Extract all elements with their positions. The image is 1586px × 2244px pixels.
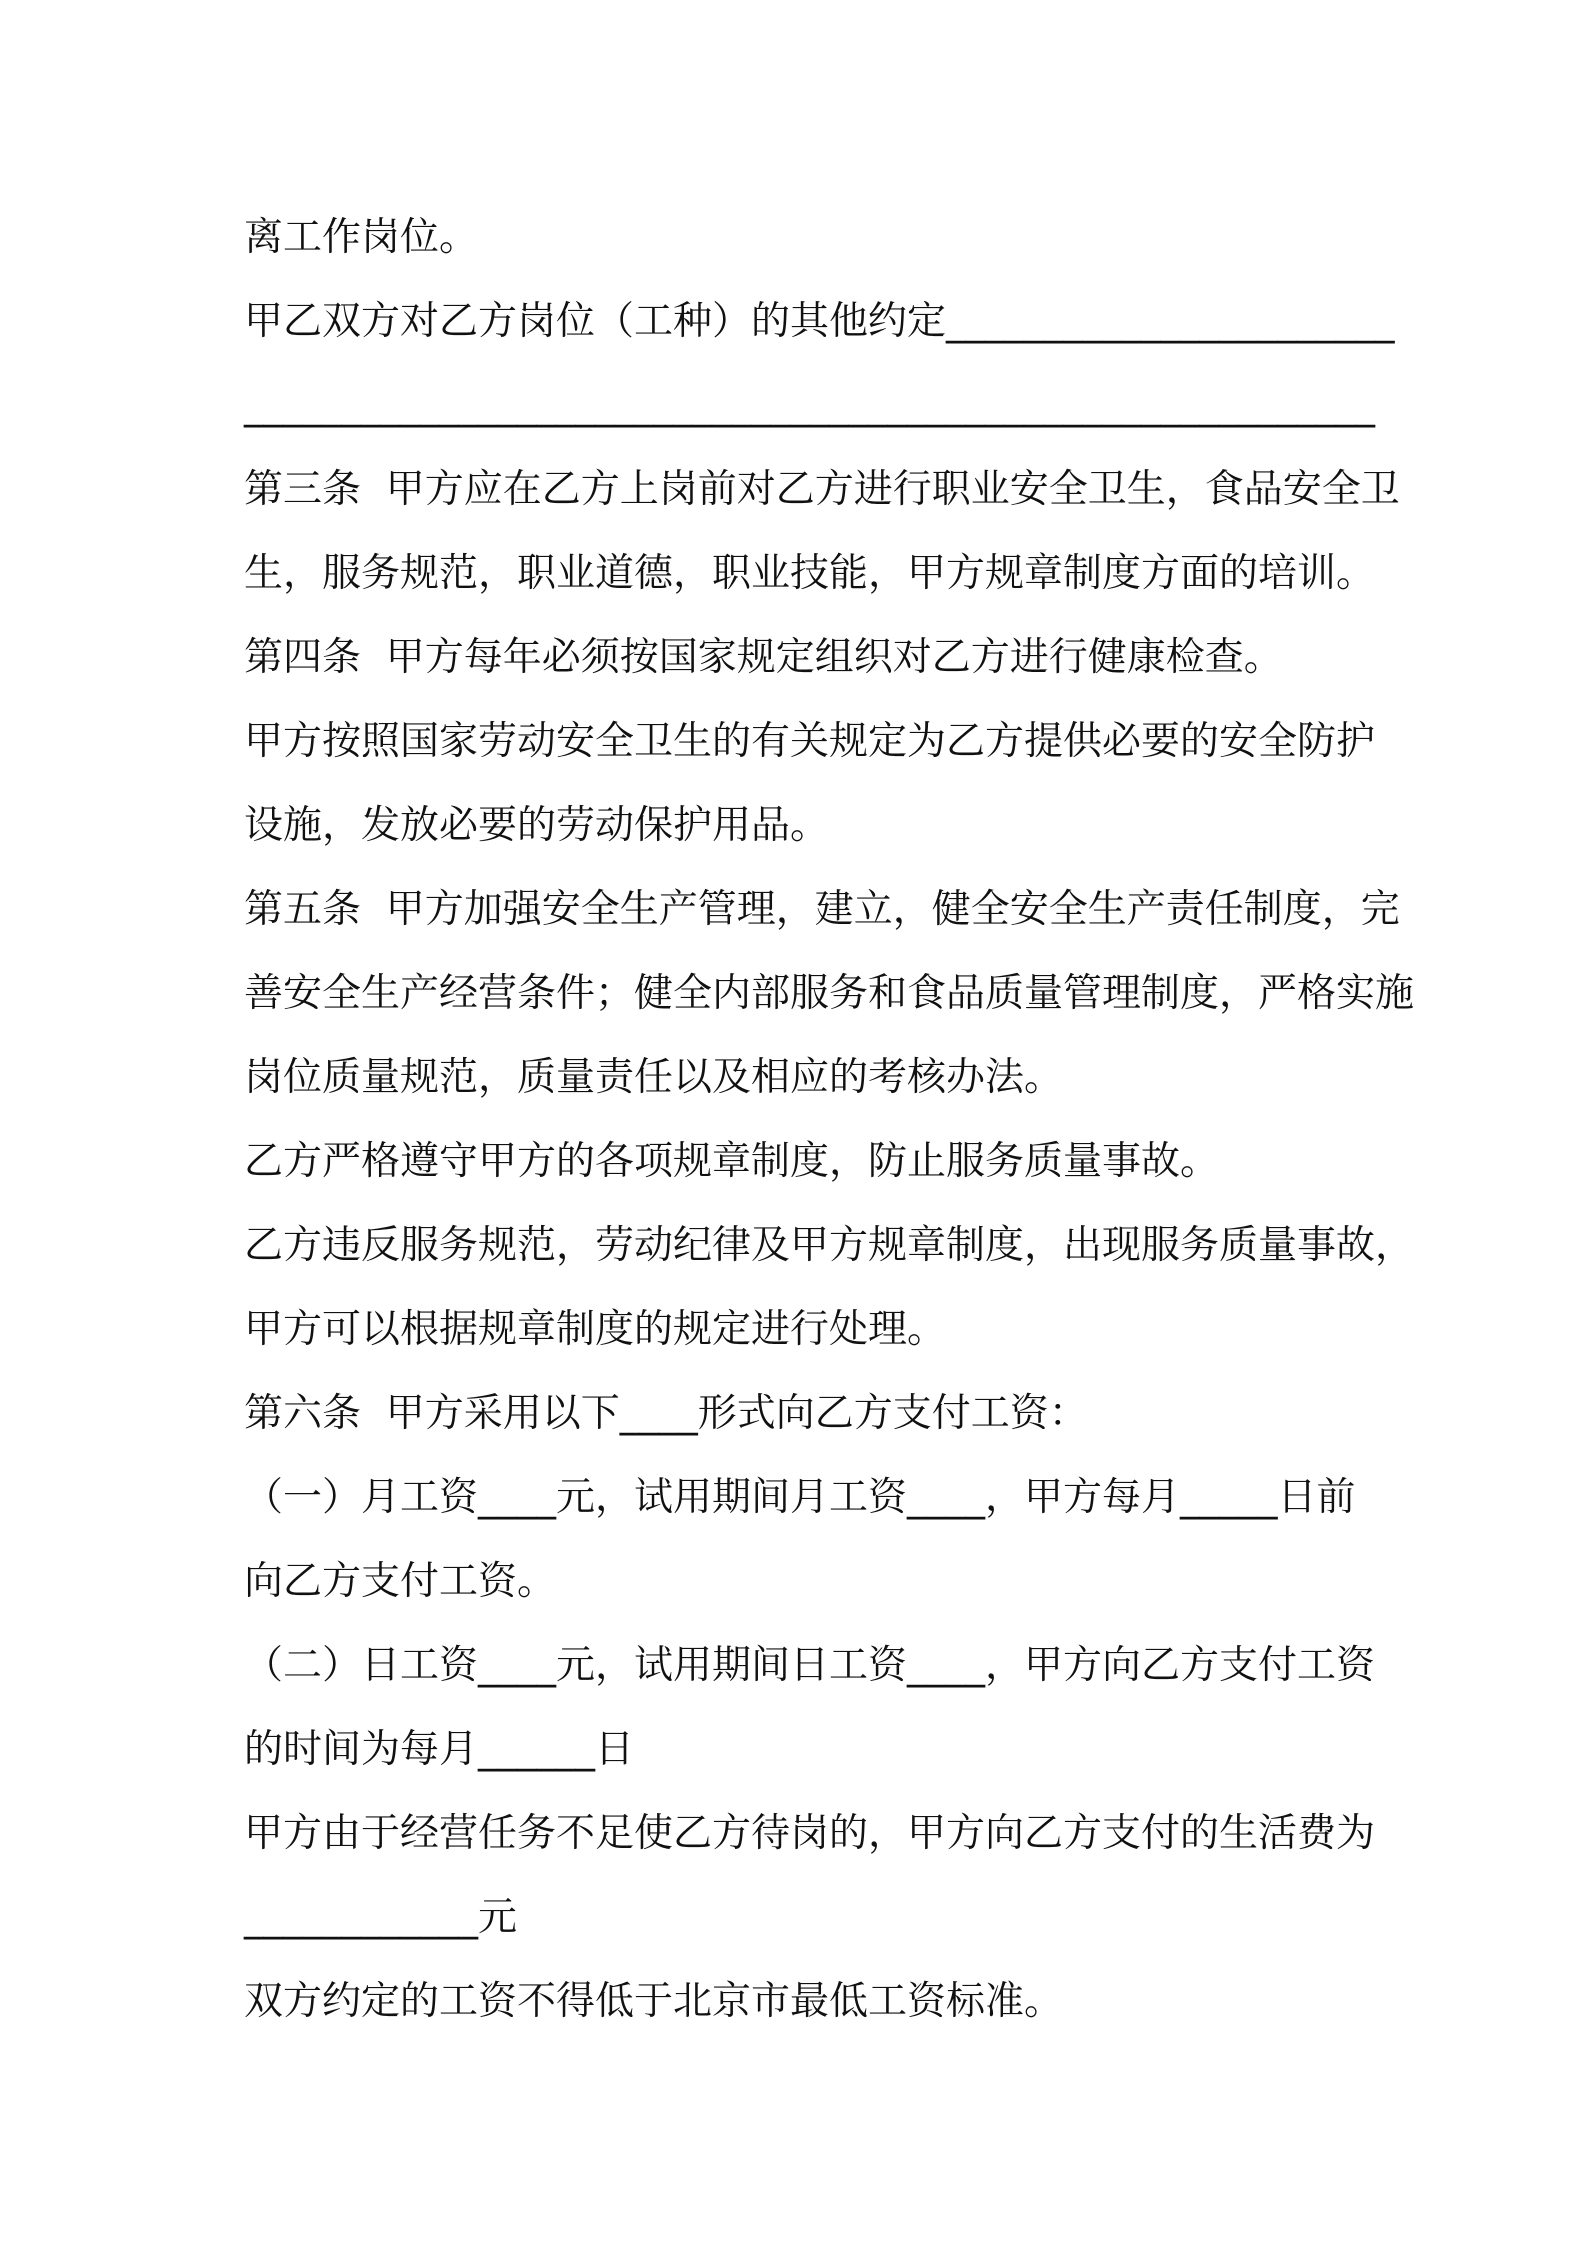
contract-text bbox=[244, 196, 1415, 2044]
text-line: 向乙方支付工资。 bbox=[244, 1559, 557, 1604]
text-line: 的时间为每月______日 bbox=[244, 1727, 635, 1772]
text-line: __________________________________________________________ bbox=[244, 383, 1375, 428]
text-line: （一）月工资____元，试用期间月工资____，甲方每月_____日前 bbox=[244, 1475, 1356, 1520]
text-line: 善安全生产经营条件；健全内部服务和食品质量管理制度，严格实施 bbox=[244, 971, 1415, 1016]
text-line: （二）日工资____元，试用期间日工资____，甲方向乙方支付工资 bbox=[244, 1643, 1376, 1688]
text-line: 乙方严格遵守甲方的各项规章制度，防止服务质量事故。 bbox=[244, 1139, 1220, 1184]
text-line: 甲乙双方对乙方岗位（工种）的其他约定_______________________ bbox=[244, 299, 1395, 344]
article-6-line: 第六条 甲方采用以下____形式向乙方支付工资： bbox=[244, 1391, 1088, 1436]
text-line: ____________元 bbox=[244, 1895, 518, 1940]
text-line: 岗位质量规范，质量责任以及相应的考核办法。 bbox=[244, 1055, 1064, 1100]
text-line: 离工作岗位。 bbox=[244, 215, 479, 260]
text-line: 甲方按照国家劳动安全卫生的有关规定为乙方提供必要的安全防护 bbox=[244, 719, 1376, 764]
article-5-line: 第五条 甲方加强安全生产管理，建立，健全安全生产责任制度，完 bbox=[244, 887, 1400, 932]
text-line: 生，服务规范，职业道德，职业技能，甲方规章制度方面的培训。 bbox=[244, 551, 1376, 596]
text-line: 乙方违反服务规范，劳动纪律及甲方规章制度，出现服务质量事故， bbox=[244, 1223, 1415, 1268]
text-line: 甲方可以根据规章制度的规定进行处理。 bbox=[244, 1307, 947, 1352]
article-4-line: 第四条 甲方每年必须按国家规定组织对乙方进行健康检查。 bbox=[244, 635, 1283, 680]
text-line: 甲方由于经营任务不足使乙方待岗的，甲方向乙方支付的生活费为 bbox=[244, 1811, 1376, 1856]
article-3-line: 第三条 甲方应在乙方上岗前对乙方进行职业安全卫生，食品安全卫 bbox=[244, 467, 1400, 512]
text-line: 双方约定的工资不得低于北京市最低工资标准。 bbox=[244, 1979, 1064, 2024]
text-line: 设施，发放必要的劳动保护用品。 bbox=[244, 803, 830, 848]
